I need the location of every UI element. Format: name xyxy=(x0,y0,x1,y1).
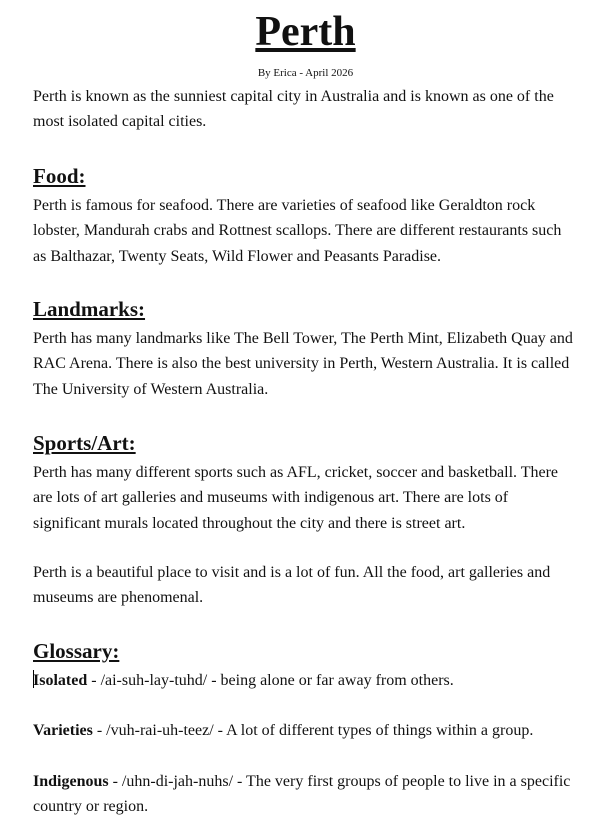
glossary-term: Isolated xyxy=(33,672,88,689)
glossary-heading: Glossary: xyxy=(33,639,120,663)
glossary-section xyxy=(33,638,578,664)
food-section xyxy=(33,163,578,269)
document-title: Perth xyxy=(255,9,356,55)
byline: By Erica - April 2026 xyxy=(257,67,354,79)
section-body-sports-art: Perth has many different sports such as AFL, cricket, soccer and basketball. There are lots of art galleries and museums with indigenous art. There are lots of significant murals located throughout the city and there is street art. xyxy=(33,464,559,532)
section-body-landmarks: Perth has many landmarks like The Bell Tower, The Perth Mint, Elizabeth Quay and RAC Arena. There is also the best university in Perth, Western Australia. It is called The University of Western Australia. xyxy=(33,330,573,398)
conclusion-block xyxy=(33,560,578,611)
intro-block xyxy=(33,84,578,135)
section-body-food: Perth is famous for seafood. There are varieties of seafood like Geraldton rock lobster, Mandurah crabs and Rottnest scallops. There are different restaurants such as Balthazar, Twenty Seats, Wild Flower and Peasants Paradise. xyxy=(33,197,562,265)
section-heading-food: Food: xyxy=(33,164,86,188)
section-heading-landmarks: Landmarks: xyxy=(33,297,146,321)
glossary-term: Indigenous xyxy=(33,773,109,790)
glossary-term: Varieties xyxy=(33,722,93,739)
section-heading-sports-art: Sports/Art: xyxy=(33,431,136,455)
glossary-definition: - /uhn-di-jah-nuhs/ - The very first groups of people to live in a specific country or region. xyxy=(33,773,571,816)
glossary-entry xyxy=(33,668,578,693)
glossary-entry xyxy=(33,769,578,820)
glossary-entry xyxy=(33,718,578,743)
landmarks-section xyxy=(33,296,578,402)
sports-art-section xyxy=(33,430,578,536)
conclusion-paragraph: Perth is a beautiful place to visit and is a lot of fun. All the food, art galleries and museums are phenomenal. xyxy=(33,564,551,607)
glossary-definition: - /ai-suh-lay-tuhd/ - being alone or far away from others. xyxy=(87,672,454,689)
glossary-definition: - /vuh-rai-uh-teez/ - A lot of different types of things within a group. xyxy=(92,722,534,739)
intro-paragraph: Perth is known as the sunniest capital city in Australia and is known as one of the most isolated capital cities. xyxy=(33,88,554,131)
